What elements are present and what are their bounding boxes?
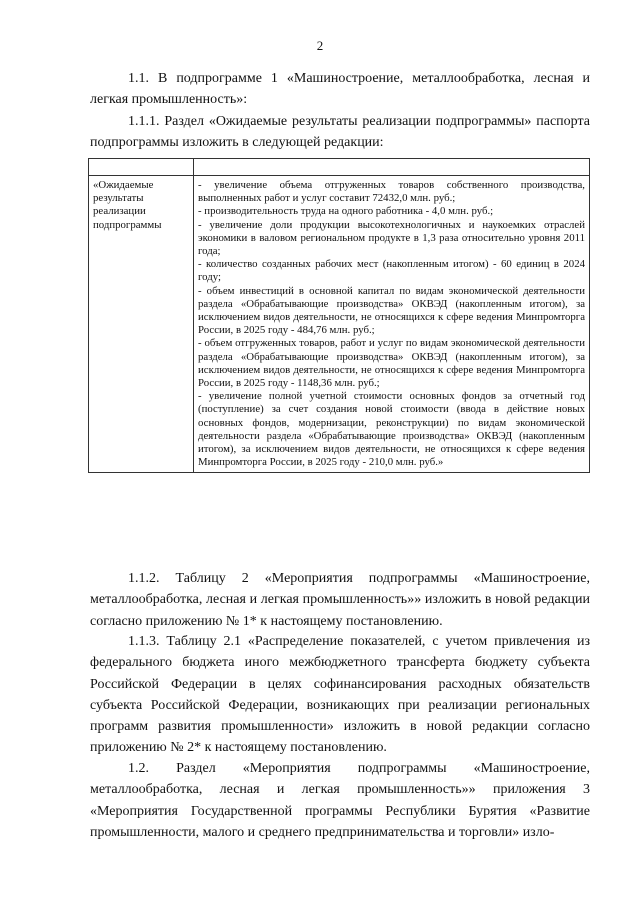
result-item: - увеличение объема отгруженных товаров собственного производства, выполненных работ и услуг составит 72432,0 млн. руб.;	[198, 179, 585, 205]
result-item: - производительность труда на одного работника - 4,0 млн. руб.;	[198, 205, 494, 218]
table-content-cell	[194, 176, 590, 473]
result-item: - объем инвестиций в основной капитал по видам экономической деятельности раздела «Обрабатывающие производства» ОКВЭД (накопленным итогом), за исключением видов деятельности, не относящихся к сфере ведения Минпромторга России, в 2025 году - 484,76 млн. руб.;	[198, 284, 585, 337]
result-item: - увеличение полной учетной стоимости основных фондов за отчетный год (поступление) за счет создания новой стоимости (ввода в действие новых основных фондов, модернизации, реконструкции) по видам экономической деятельности раздела «Обрабатывающие производства» ОКВЭД (накопленным итогом), за исключением видов деятельности, не относящихся к сфере ведения Минпромторга России, в 2025 году - 210,0 млн. руб.»	[198, 390, 585, 469]
result-item: - увеличение доли продукции высокотехнологичных и наукоемких отраслей экономики в валовом региональном продукте в 1,3 раза относительно уровня 2011 года;	[198, 218, 585, 258]
page-number: 2	[316, 38, 324, 53]
table-label-cell: «Ожидаемые результаты реализации подпрограммы	[89, 176, 194, 473]
result-item: - количество созданных рабочих мест (накопленным итогом) - 60 единиц в 2024 году;	[198, 258, 585, 284]
paragraph-1-1-3: 1.1.3. Таблицу 2.1 «Распределение показателей, с учетом привлечения из федерального бюджета иного межбюджетного трансферта бюджету субъекта Российской Федерации в целях софинансирования расходных обязательств субъекта Российской Федерации, возникающих при реализации региональных программ развития промышленности» изложить в новой редакции согласно приложению № 2* к настоящему постановлению.	[90, 634, 590, 756]
table-header-row	[89, 159, 590, 176]
paragraph-1-1-1: 1.1.1. Раздел «Ожидаемые результаты реализации подпрограммы» паспорта подпрограммы изложить в следующей редакции:	[90, 114, 590, 151]
table-row	[89, 176, 590, 473]
result-item: - объем отгруженных товаров, работ и услуг по видам экономической деятельности раздела «Обрабатывающие производства» ОКВЭД (накопленным итогом), за исключением видов деятельности, не относящихся к сфере ведения Минпромторга России, в 2025 году - 1148,36 млн. руб.;	[198, 337, 585, 390]
paragraph-1-1: 1.1. В подпрограмме 1 «Машиностроение, металлообработка, лесная и легкая промышленность»:	[90, 71, 590, 108]
paragraph-1-1-2: 1.1.2. Таблицу 2 «Мероприятия подпрограммы «Машиностроение, металлообработка, лесная и легкая промышленность»» изложить в новой редакции согласно приложению № 1* к настоящему постановлению.	[90, 571, 590, 629]
paragraph-1-2: 1.2. Раздел «Мероприятия подпрограммы «Машиностроение, металлообработка, лесная и легкая промышленность»» приложения 3 «Мероприятия Государственной программы Республики Бурятия «Развитие промышленности, малого и среднего предпринимательства и торговли» изло-	[90, 761, 590, 840]
expected-results-table	[88, 158, 590, 473]
